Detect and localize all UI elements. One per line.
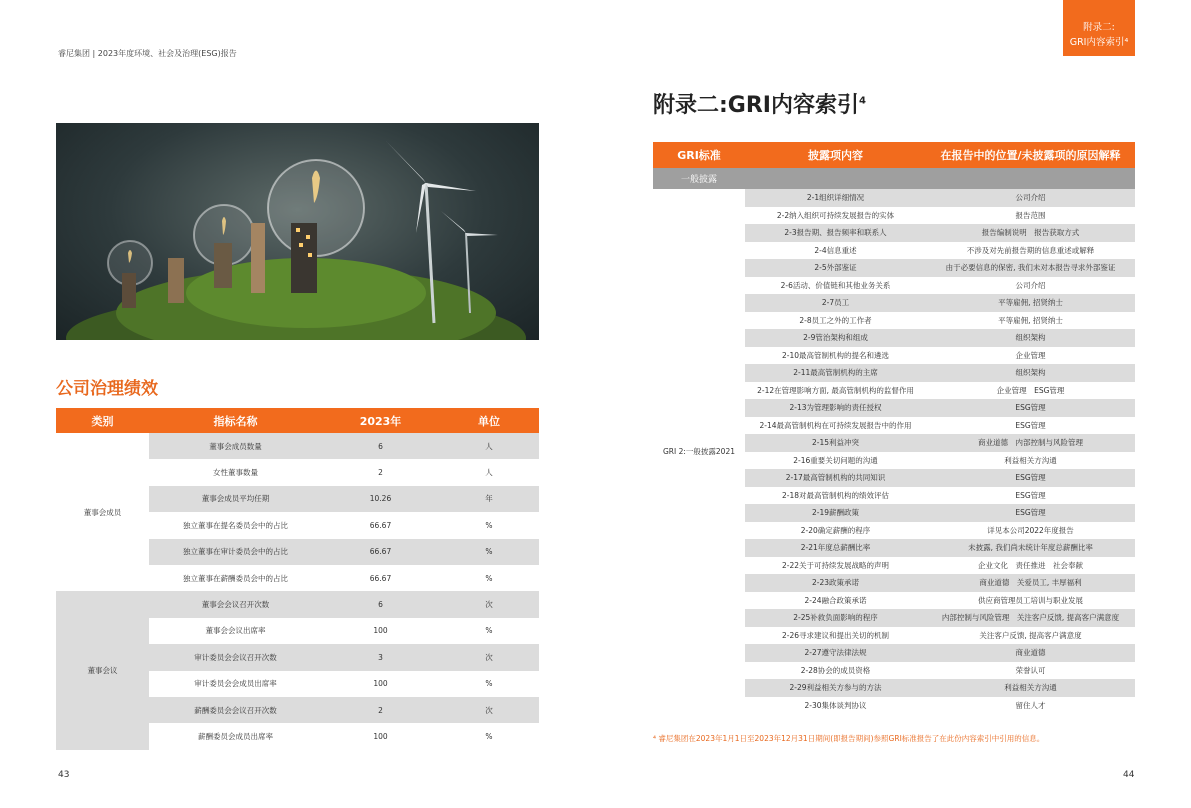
disclosure-cell: 2-9管治架构和组成 — [745, 329, 926, 347]
indicator-cell: 独立董事在审计委员会中的占比 — [149, 539, 322, 565]
page-title-text: 附录二:GRI内容索引 — [653, 93, 859, 118]
table-row — [56, 433, 539, 459]
location-cell: 商业道德 内部控制与风险管理 — [926, 434, 1135, 452]
location-cell: 组织架构 — [926, 329, 1135, 347]
indicator-cell: 审计委员会会成员出席率 — [194, 679, 277, 689]
disclosure-cell: 2-13为管理影响的责任授权 — [745, 399, 926, 417]
value-cell: 100 — [373, 731, 388, 741]
location-cell: ESG管理 — [926, 469, 1135, 487]
header-gri-standard: GRI标准 — [653, 142, 745, 168]
lightbulb-wind-turbine-illustration — [56, 123, 539, 340]
indicator-cell: 审计委员会会议召开次数 — [149, 644, 322, 670]
location-cell: 留住人才 — [1015, 700, 1046, 710]
location-cell: 报告范围 — [1015, 210, 1046, 220]
value-cell: 3 — [322, 644, 439, 670]
page-number-right: 44 — [1123, 770, 1135, 780]
disclosure-cell: 2-2纳入组织可持续发展报告的实体 — [776, 210, 895, 220]
value-cell: 6 — [322, 591, 439, 617]
location-cell: 企业管理 — [1015, 350, 1046, 360]
disclosure-cell: 2-28协会的成员资格 — [800, 665, 871, 675]
location-cell: 平等雇佣, 招贤纳士 — [998, 315, 1063, 325]
value-cell: 66.67 — [369, 520, 392, 530]
gri-standard-cell: GRI 2:一般披露2021 — [662, 447, 735, 456]
disclosure-cell: 2-8员工之外的工作者 — [799, 315, 872, 325]
indicator-cell: 董事会会议出席率 — [205, 626, 266, 636]
disclosure-cell: 2-16重要关切问题的沟通 — [793, 455, 878, 465]
header-disclosure: 披露项内容 — [745, 142, 926, 168]
disclosure-cell: 2-30集体谈判协议 — [804, 700, 867, 710]
value-cell: 2 — [322, 697, 439, 723]
table-row — [653, 189, 1135, 207]
header-category: 类别 — [56, 408, 149, 433]
value-cell: 100 — [373, 679, 388, 689]
governance-table — [56, 408, 539, 750]
disclosure-cell: 2-3报告期、报告频率和联系人 — [745, 224, 926, 242]
governance-title: 公司治理绩效 — [56, 379, 158, 399]
location-cell: 平等雇佣, 招贤纳士 — [926, 294, 1135, 312]
disclosure-cell: 2-20确定薪酬的程序 — [800, 525, 871, 535]
indicator-cell: 独立董事在提名委员会中的占比 — [183, 520, 288, 530]
tab-badge-line1: 附录二: — [1083, 22, 1115, 33]
unit-cell: % — [439, 539, 539, 565]
disclosure-cell: 2-26寻求建议和提出关切的机制 — [781, 630, 890, 640]
location-cell: 详见本公司2022年度报告 — [987, 525, 1074, 535]
page-title — [653, 88, 866, 119]
header-location: 在报告中的位置/未披露项的原因解释 — [926, 142, 1135, 168]
location-cell: 公司介绍 — [926, 189, 1135, 207]
header-year: 2023年 — [322, 408, 439, 433]
disclosure-cell: 2-23政策承诺 — [745, 574, 926, 592]
report-header: 睿尼集团 | 2023年度环境、社会及治理(ESG)报告 — [58, 49, 237, 58]
hero-image — [56, 123, 539, 340]
location-cell: 商业道德 — [926, 644, 1135, 662]
indicator-cell: 独立董事在薪酬委员会中的占比 — [183, 573, 288, 583]
location-cell: 不涉及对先前报告期的信息重述或解释 — [966, 245, 1095, 255]
location-cell: 关注客户反馈, 提高客户满意度 — [979, 630, 1082, 640]
location-cell: 由于必要信息的保密, 我们未对本报告寻求外部鉴证 — [926, 259, 1135, 277]
unit-cell: % — [485, 573, 493, 583]
disclosure-cell: 2-4信息重述 — [814, 245, 857, 255]
disclosure-cell: 2-25补救负面影响的程序 — [745, 609, 926, 627]
value-cell: 100 — [373, 626, 388, 636]
unit-cell: 次 — [439, 644, 539, 670]
disclosure-cell: 2-12在管理影响方面, 最高管制机构的监督作用 — [757, 385, 914, 395]
header-unit: 单位 — [439, 408, 539, 433]
unit-cell: 次 — [439, 591, 539, 617]
disclosure-cell: 2-11最高管制机构的主席 — [745, 364, 926, 382]
disclosure-cell: 2-17最高管制机构的共同知识 — [745, 469, 926, 487]
disclosure-cell: 2-6活动、价值链和其他业务关系 — [780, 280, 891, 290]
disclosure-cell: 2-18对最高管制机构的绩效评估 — [781, 490, 890, 500]
disclosure-cell: 2-10最高管制机构的提名和遴选 — [781, 350, 890, 360]
value-cell: 2 — [378, 468, 383, 478]
disclosure-cell: 2-24融合政策承诺 — [804, 595, 867, 605]
value-cell: 66.67 — [322, 539, 439, 565]
location-cell: 公司介绍 — [1015, 280, 1046, 290]
location-cell: ESG管理 — [1015, 490, 1046, 500]
gri-index-table — [653, 142, 1135, 714]
location-cell: 企业文化 责任推进 社会奉献 — [978, 560, 1083, 570]
footnote: ⁴ 睿尼集团在2023年1月1日至2023年12月31日期间(即报告期间)参照GRI标准报告了在此份内容索引中引用的信息。 — [653, 734, 1045, 743]
location-cell: ESG管理 — [1015, 420, 1046, 430]
location-cell: 供应商管理员工培训与职业发展 — [978, 595, 1083, 605]
indicator-cell: 薪酬委员会成员出席率 — [198, 731, 273, 741]
disclosure-cell: 2-7员工 — [745, 294, 926, 312]
disclosure-cell: 2-27遵守法律法规 — [745, 644, 926, 662]
location-cell: 组织架构 — [926, 364, 1135, 382]
unit-cell: 次 — [439, 697, 539, 723]
indicator-cell: 女性董事数量 — [213, 468, 258, 478]
page-number-left: 43 — [58, 770, 70, 780]
unit-cell: 年 — [439, 486, 539, 512]
unit-cell: % — [485, 679, 493, 689]
location-cell: 未披露, 我们尚未统计年度总薪酬比率 — [926, 539, 1135, 557]
disclosure-cell: 2-22关于可持续发展战略的声明 — [781, 560, 890, 570]
location-cell: ESG管理 — [926, 504, 1135, 522]
disclosure-cell: 2-1组织详细情况 — [745, 189, 926, 207]
disclosure-cell: 2-14最高管制机构在可持续发展报告中的作用 — [759, 420, 912, 430]
disclosure-cell: 2-21年度总薪酬比率 — [745, 539, 926, 557]
table-row — [56, 591, 539, 617]
header-indicator: 指标名称 — [149, 408, 322, 433]
unit-cell: 人 — [439, 433, 539, 459]
location-cell: 利益相关方沟通 — [1004, 455, 1057, 465]
unit-cell: % — [485, 731, 493, 741]
category-cell: 董事会议 — [56, 591, 149, 749]
unit-cell: % — [485, 520, 493, 530]
value-cell: 10.26 — [322, 486, 439, 512]
group-row — [653, 168, 1135, 189]
location-cell: 报告编制说明 报告获取方式 — [926, 224, 1135, 242]
indicator-cell: 薪酬委员会会议召开次数 — [149, 697, 322, 723]
indicator-cell: 董事会会议召开次数 — [149, 591, 322, 617]
disclosure-cell: 2-19薪酬政策 — [745, 504, 926, 522]
disclosure-cell: 2-29利益相关方参与的方法 — [745, 679, 926, 697]
location-cell: 企业管理 ESG管理 — [996, 385, 1065, 395]
location-cell: 商业道德 关爱员工, 丰厚福利 — [926, 574, 1135, 592]
disclosure-cell: 2-15利益冲突 — [745, 434, 926, 452]
disclosure-cell: 2-5外部鉴证 — [745, 259, 926, 277]
location-cell: 利益相关方沟通 — [926, 679, 1135, 697]
tab-badge-line2: GRI内容索引⁴ — [1069, 37, 1129, 48]
category-cell: 董事会成员 — [83, 507, 122, 517]
unit-cell: % — [485, 626, 493, 636]
unit-cell: 人 — [485, 468, 493, 478]
page-title-footnote-ref: 4 — [858, 95, 866, 107]
group-label: 一般披露 — [653, 168, 1135, 189]
location-cell: 内部控制与风险管理 关注客户反馈, 提高客户满意度 — [926, 609, 1135, 627]
section-tab-badge — [1063, 0, 1135, 56]
location-cell: ESG管理 — [926, 399, 1135, 417]
value-cell: 66.67 — [369, 573, 392, 583]
location-cell: 荣誉认可 — [1015, 665, 1046, 675]
indicator-cell: 董事会成员数量 — [149, 433, 322, 459]
indicator-cell: 董事会成员平均任期 — [149, 486, 322, 512]
value-cell: 6 — [322, 433, 439, 459]
